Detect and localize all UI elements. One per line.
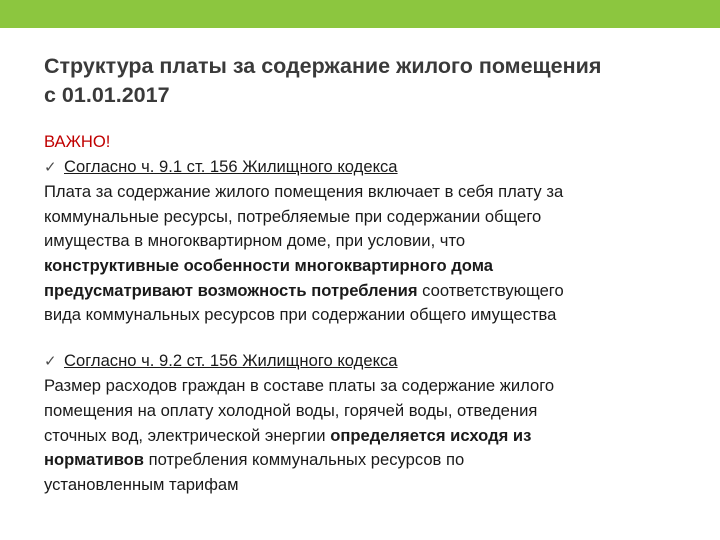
- section1-bold-2: предусматривают возможность потребления: [44, 280, 418, 300]
- section2-line-4-rest: потребления коммунальных ресурсов по: [144, 450, 465, 470]
- title-line-1: Структура платы за содержание жилого помещения: [44, 54, 602, 78]
- section1-line-2: коммунальные ресурсы, потребляемые при содержании общего: [44, 206, 542, 226]
- section2-line-3-start: сточных вод, электрической энергии: [44, 425, 331, 445]
- checkmark-icon: ✓: [44, 352, 57, 370]
- slide-title: [44, 52, 694, 110]
- section1-paragraph: [44, 180, 694, 328]
- section2-line-1: Размер расходов граждан в составе платы за содержание жилого: [44, 376, 555, 396]
- section1-bold-1: конструктивные особенности многоквартирного дома: [44, 255, 493, 275]
- section1-heading: Согласно ч. 9.1 ст. 156 Жилищного кодекса: [64, 156, 398, 176]
- section2-line-5: установленным тарифам: [44, 474, 239, 494]
- checkmark-icon: ✓: [44, 158, 57, 176]
- section1-line-3: имущества в многоквартирном доме, при условии, что: [44, 231, 466, 251]
- section1-line-1: Плата за содержание жилого помещения включает в себя плату за: [44, 182, 564, 202]
- section1-line-5-rest: соответствующего: [417, 280, 564, 300]
- top-accent-bar: [0, 0, 720, 28]
- section2-line-4: [44, 448, 694, 473]
- section2-heading: Согласно ч. 9.2 ст. 156 Жилищного кодекса: [64, 350, 398, 370]
- section1-heading-row: [44, 155, 694, 181]
- title-line-2: с 01.01.2017: [44, 83, 170, 107]
- section2-line-3: [44, 424, 694, 449]
- section2-heading-row: [44, 349, 694, 375]
- section1-line-6: вида коммунальных ресурсов при содержании общего имущества: [44, 305, 557, 325]
- section-gap: [44, 328, 694, 349]
- important-label: ВАЖНО!: [44, 132, 111, 151]
- section2-bold-1: определяется исходя из: [330, 425, 532, 445]
- section1-line-5: [44, 279, 694, 304]
- section2-paragraph: [44, 374, 694, 497]
- section2-bold-2: нормативов: [44, 450, 145, 470]
- section1-line-4: [44, 254, 694, 279]
- slide-body: [44, 130, 694, 497]
- section2-line-2: помещения на оплату холодной воды, горячей воды, отведения: [44, 400, 538, 420]
